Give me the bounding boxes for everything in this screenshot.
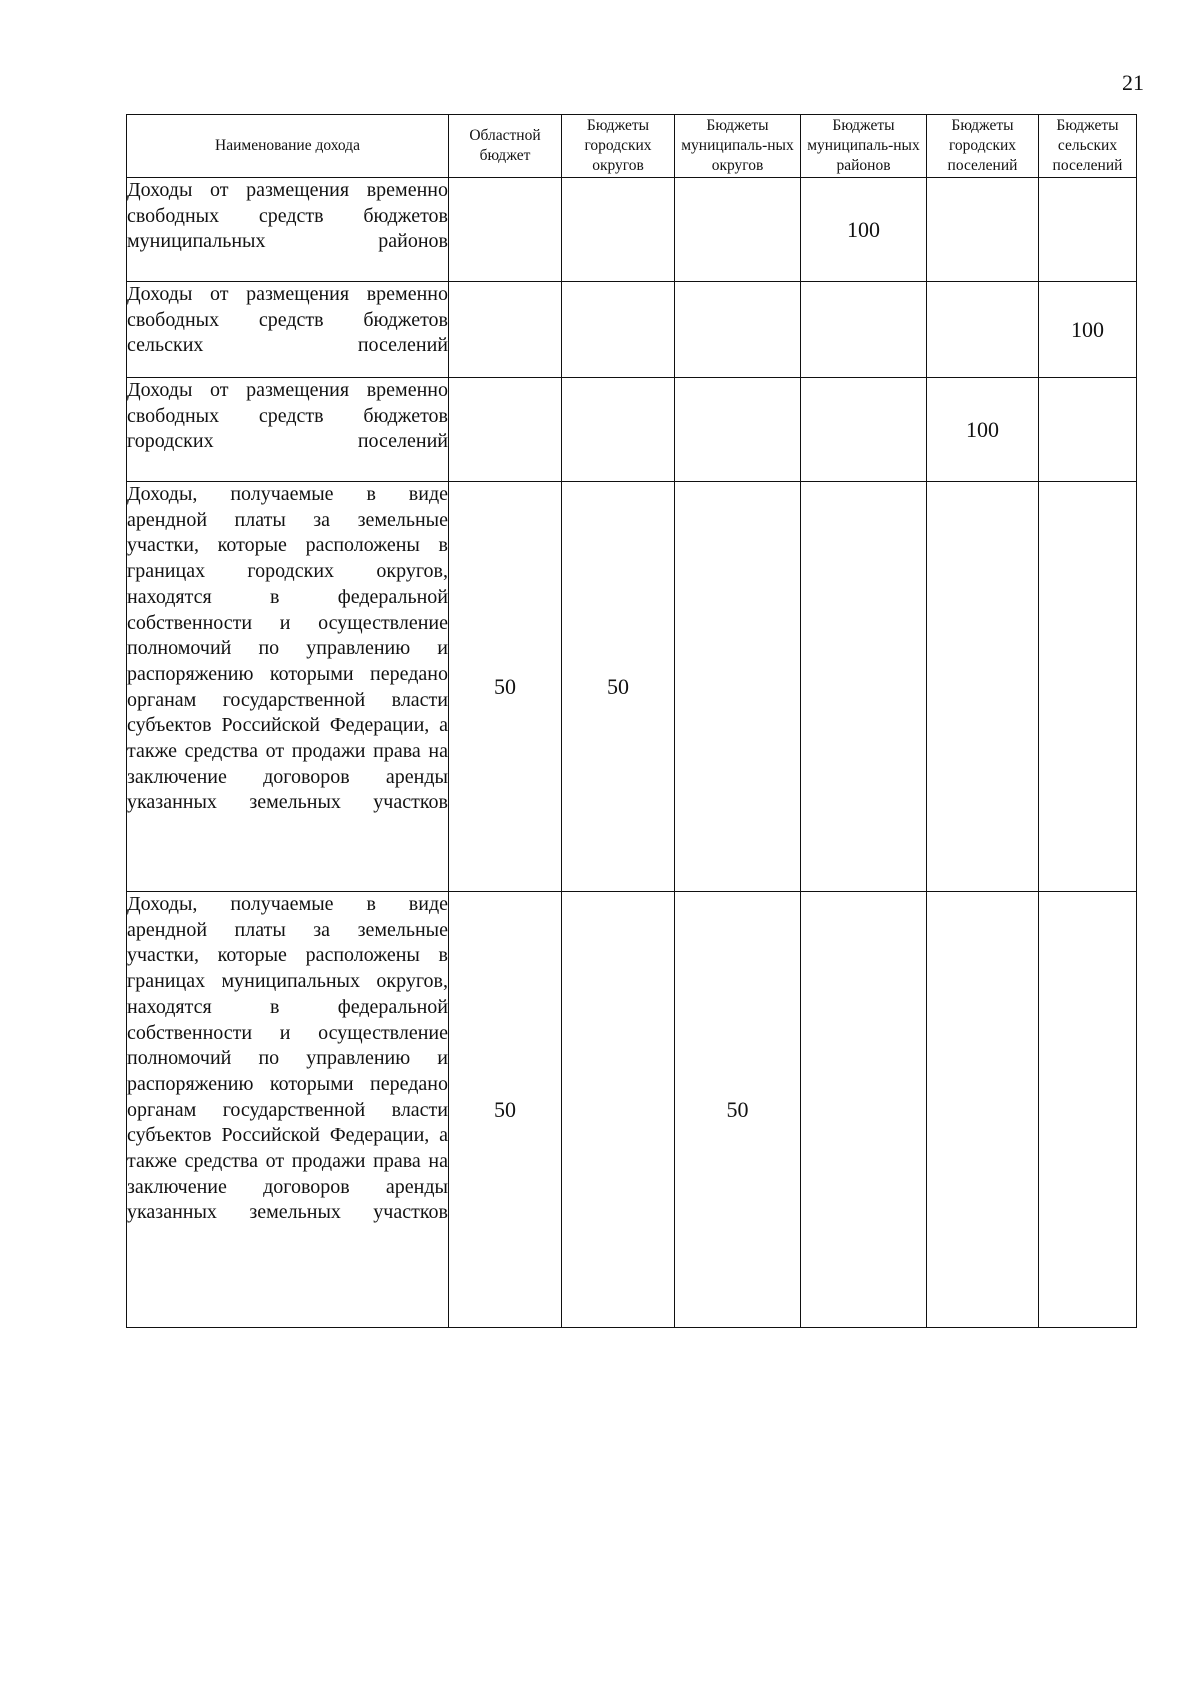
value-cell-regional — [449, 282, 562, 378]
value-cell-municipal-district: 50 — [675, 892, 801, 1328]
revenue-name-cell — [127, 892, 449, 1328]
header-revenue-name: Наименование дохода — [127, 115, 449, 178]
value-cell-municipal-district — [675, 178, 801, 282]
revenue-name-cell — [127, 378, 449, 482]
table-row — [127, 378, 1137, 482]
value-cell-municipal-area: 100 — [801, 178, 927, 282]
value-cell-municipal-area — [801, 282, 927, 378]
value-cell-urban-settlement: 100 — [927, 378, 1039, 482]
page-number: 21 — [1122, 70, 1144, 95]
value-cell-city-district — [562, 892, 675, 1328]
table-row — [127, 892, 1137, 1328]
value-cell-regional: 50 — [449, 892, 562, 1328]
value-cell-urban-settlement — [927, 482, 1039, 892]
value-cell-municipal-area — [801, 378, 927, 482]
value-cell-urban-settlement — [927, 282, 1039, 378]
header-urban-settlement-budgets: Бюджеты городских поселений — [927, 115, 1039, 178]
value-cell-regional — [449, 178, 562, 282]
value-cell-city-district: 50 — [562, 482, 675, 892]
table-row — [127, 482, 1137, 892]
header-regional-budget: Областной бюджет — [449, 115, 562, 178]
table-row — [127, 178, 1137, 282]
revenue-name-cell — [127, 482, 449, 892]
value-cell-urban-settlement — [927, 892, 1039, 1328]
revenue-name: Доходы, получаемые в виде арендной платы за земельные участки, которые расположены в границах городских округов, находятся в федеральной собственности и осуществление полномочий по управлению и распоряжению которыми передано органам государственной власти субъектов Российской Федерации, а также средства от продажи права на заключение договоров аренды указанных земельных участков — [127, 483, 448, 814]
value-cell-rural-settlement — [1039, 378, 1137, 482]
value-cell-urban-settlement — [927, 178, 1039, 282]
revenue-name: Доходы от размещения временно свободных средств бюджетов муниципальных районов — [127, 179, 448, 253]
value-cell-regional: 50 — [449, 482, 562, 892]
value-cell-rural-settlement: 100 — [1039, 282, 1137, 378]
revenue-name: Доходы от размещения временно свободных средств бюджетов сельских поселений — [127, 283, 448, 357]
header-city-district-budgets: Бюджеты городских округов — [562, 115, 675, 178]
value-cell-regional — [449, 378, 562, 482]
header-municipal-district-budgets: Бюджеты муниципаль-ных округов — [675, 115, 801, 178]
value-cell-municipal-district — [675, 378, 801, 482]
value-cell-rural-settlement — [1039, 178, 1137, 282]
table-row — [127, 282, 1137, 378]
value-cell-municipal-district — [675, 482, 801, 892]
revenue-name-cell — [127, 178, 449, 282]
value-cell-city-district — [562, 282, 675, 378]
table-header-row — [127, 115, 1137, 178]
header-municipal-area-budgets: Бюджеты муниципаль-ных районов — [801, 115, 927, 178]
value-cell-rural-settlement — [1039, 482, 1137, 892]
revenue-distribution-table — [126, 114, 1137, 1328]
revenue-name-cell — [127, 282, 449, 378]
value-cell-city-district — [562, 178, 675, 282]
value-cell-city-district — [562, 378, 675, 482]
value-cell-rural-settlement — [1039, 892, 1137, 1328]
value-cell-municipal-area — [801, 892, 927, 1328]
value-cell-municipal-area — [801, 482, 927, 892]
revenue-name: Доходы, получаемые в виде арендной платы за земельные участки, которые расположены в границах муниципальных округов, находятся в федеральной собственности и осуществление полномочий по управлению и распоряжению которыми передано органам государственной власти субъектов Российской Федерации, а также средства от продажи права на заключение договоров аренды указанных земельных участков — [127, 893, 448, 1224]
header-rural-settlement-budgets: Бюджеты сельских поселений — [1039, 115, 1137, 178]
value-cell-municipal-district — [675, 282, 801, 378]
revenue-name: Доходы от размещения временно свободных средств бюджетов городских поселений — [127, 379, 448, 453]
